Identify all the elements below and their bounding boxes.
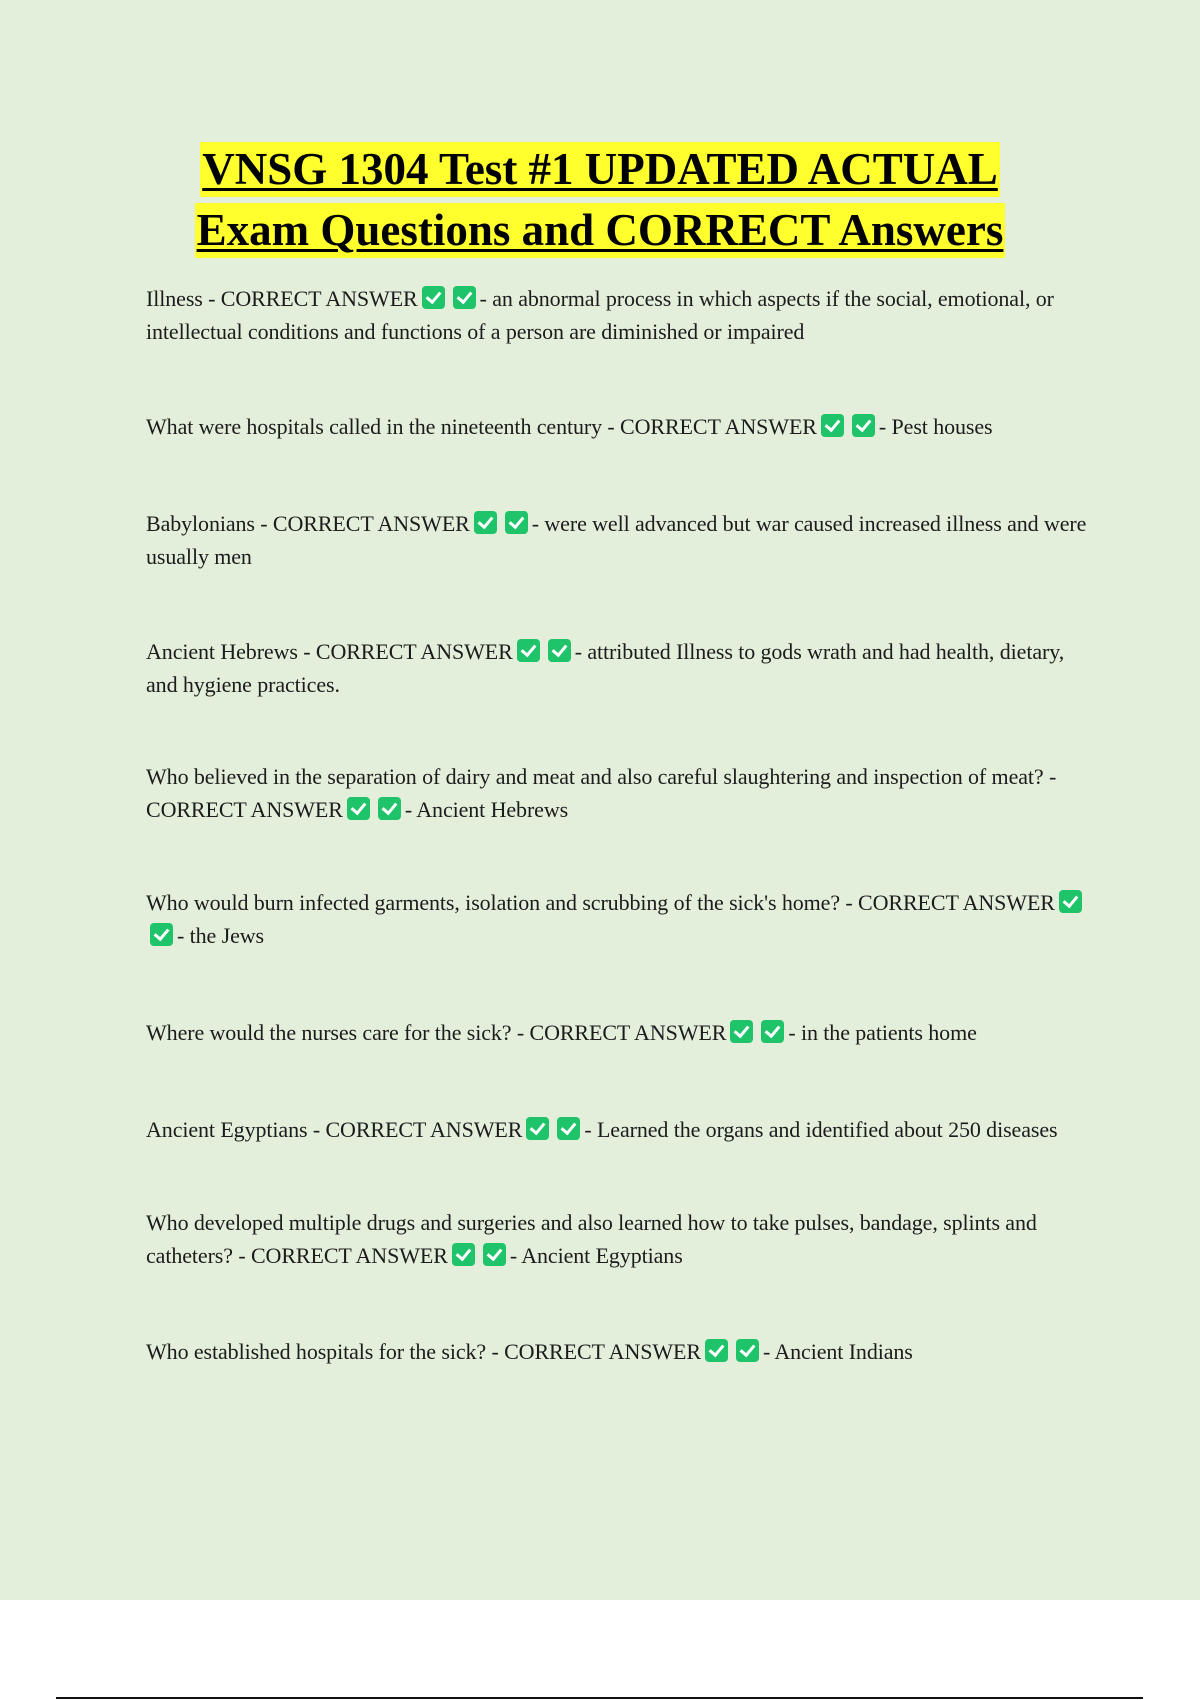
answer-text: - in the patients home [788,1020,977,1045]
correct-answer-label: CORRECT ANSWER [272,511,470,536]
correct-answer-label: CORRECT ANSWER [325,1117,523,1142]
question-text: Babylonians - [146,511,273,536]
correct-answer-label: CORRECT ANSWER [315,639,513,664]
question-text: What were hospitals called in the nineteenth century - [146,414,621,439]
question-text: Who would burn infected garments, isolation and scrubbing of the sick's home? - [146,890,859,915]
qa-entry [146,410,1096,443]
footer-divider [56,1697,1143,1699]
qa-entry [146,886,1096,952]
qa-entry [146,760,1096,826]
question-text: Who believed in the separation of dairy and meat and also careful slaughtering and inspection of meat? - [146,764,1057,789]
correct-answer-label: CORRECT ANSWER [146,797,343,822]
qa-entry [146,1016,1096,1049]
document-title [0,142,1200,264]
check-mark-icon [474,511,497,534]
check-mark-icon [526,1117,549,1140]
answer-text: - were well advanced but war caused increased illness and were usually men [146,511,1087,569]
check-mark-icon [548,639,571,662]
check-mark-icon [821,414,844,437]
check-mark-icon [557,1117,580,1140]
qa-entry [146,1113,1096,1146]
correct-answer-label: CORRECT ANSWER [620,414,817,439]
question-text: Ancient Egyptians - [146,1117,326,1142]
title-line-1: VNSG 1304 Test #1 UPDATED ACTUAL [200,142,1000,197]
answer-text: - attributed Illness to gods wrath and had health, dietary, and hygiene practices. [146,639,1065,697]
check-mark-icon [761,1020,784,1043]
answer-text: - an abnormal process in which aspects if the social, emotional, or intellectual conditions and functions of a person are diminished or impaired [146,286,1054,344]
question-text: Ancient Hebrews - [146,639,316,664]
answer-text: - Ancient Indians [762,1339,913,1364]
check-mark-icon [1059,890,1082,913]
correct-answer-label: CORRECT ANSWER [504,1339,701,1364]
check-mark-icon [852,414,875,437]
correct-answer-label: CORRECT ANSWER [220,286,418,311]
qa-entry [146,282,1096,348]
check-mark-icon [453,286,476,309]
check-mark-icon [730,1020,753,1043]
question-text: Who developed multiple drugs and surgeries and also learned how to take pulses, bandage, splints and catheters? - [146,1210,1037,1268]
question-text: Where would the nurses care for the sick? - [146,1020,530,1045]
check-mark-icon [517,639,540,662]
check-mark-icon [347,797,370,820]
correct-answer-label: CORRECT ANSWER [858,890,1055,915]
qa-entry [146,507,1096,573]
question-text: Who established hospitals for the sick? - [146,1339,505,1364]
correct-answer-label: CORRECT ANSWER [529,1020,727,1045]
answer-text: - Pest houses [878,414,993,439]
qa-list [146,282,1096,1368]
correct-answer-label: CORRECT ANSWER [250,1243,448,1268]
check-mark-icon [736,1339,759,1362]
answer-text: - Ancient Hebrews [404,797,569,822]
qa-entry [146,1206,1096,1272]
check-mark-icon [505,511,528,534]
answer-text: - the Jews [177,923,264,948]
qa-entry [146,1335,1096,1368]
check-mark-icon [378,797,401,820]
question-text: Illness - [146,286,221,311]
check-mark-icon [452,1243,475,1266]
title-line-2: Exam Questions and CORRECT Answers [195,203,1006,258]
check-mark-icon [150,923,173,946]
qa-entry [146,635,1096,701]
answer-text: - Learned the organs and identified about 250 diseases [584,1117,1058,1142]
check-mark-icon [705,1339,728,1362]
check-mark-icon [483,1243,506,1266]
answer-text: - Ancient Egyptians [509,1243,683,1268]
check-mark-icon [422,286,445,309]
